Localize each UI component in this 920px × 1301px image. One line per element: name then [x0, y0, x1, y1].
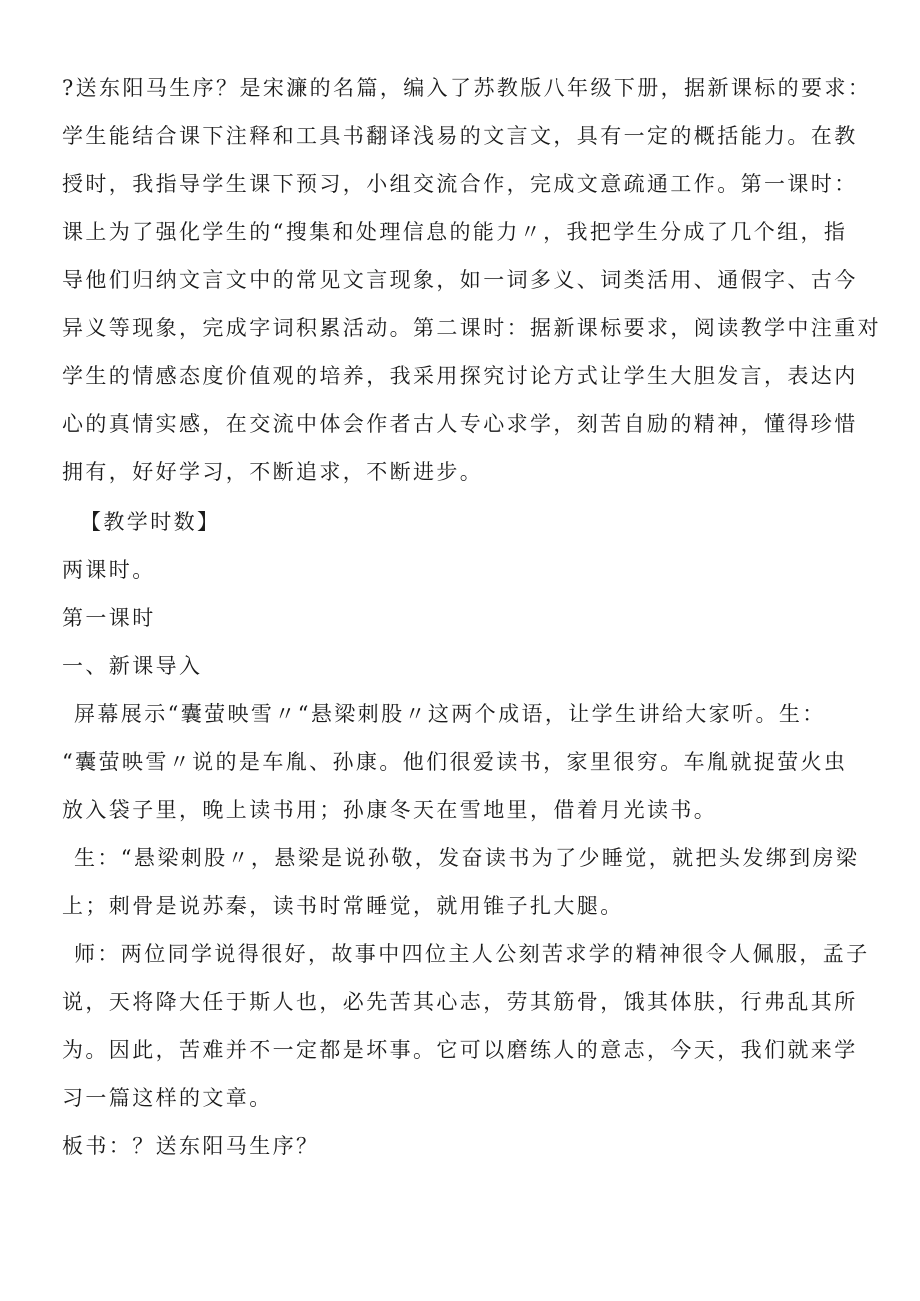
paragraph-line: 说，天将降大任于斯人也，必先苦其心志，劳其筋骨，饿其体肤，行弗乱其所 [62, 990, 858, 1014]
paragraph-line: 异义等现象，完成字词积累活动。第二课时：据新课标要求，阅读教学中注重对 [62, 316, 881, 340]
paragraph-line: 习一篇这样的文章。 [62, 1086, 273, 1110]
paragraph-line: 上；刺骨是说苏秦，读书时常睡觉，就用锥子扎大腿。 [62, 894, 624, 918]
paragraph-line: 心的真情实感，在交流中体会作者古人专心求学，刻苦自励的精神，懂得珍惜 [62, 412, 858, 436]
teaching-hours-value: 两课时。 [62, 558, 156, 582]
paragraph-line: 授时，我指导学生课下预习，小组交流合作，完成文意疏通工作。第一课时： [62, 172, 858, 196]
paragraph-line: 放入袋子里，晚上读书用；孙康冬天在雪地里，借着月光读书。 [62, 798, 718, 822]
paragraph-line: 学生的情感态度价值观的培养，我采用探究讨论方式让学生大胆发言，表达内 [62, 364, 858, 388]
paragraph-line: 师：两位同学说得很好，故事中四位主人公刻苦求学的精神很令人佩服，孟子 [74, 942, 870, 966]
board-title: 板书：？送东阳马生序？ [62, 1134, 320, 1158]
paragraph-line: 导他们归纳文言文中的常见文言现象，如一词多义、词类活用、通假字、古今 [62, 268, 858, 292]
paragraph-line: 生：“悬梁刺股〃，悬梁是说孙敬，发奋读书为了少睡觉，就把头发绑到房梁 [74, 846, 860, 870]
lesson-one-heading: 第一课时 [62, 606, 156, 630]
paragraph-line: 课上为了强化学生的“搜集和处理信息的能力〃，我把学生分成了几个组，指 [62, 220, 848, 244]
paragraph-line: 为。因此，苦难并不一定都是坏事。它可以磨练人的意志，今天，我们就来学 [62, 1038, 858, 1062]
paragraph-line: 拥有，好好学习，不断追求，不断进步。 [62, 460, 484, 484]
paragraph-line: 学生能结合课下注释和工具书翻译浅易的文言文，具有一定的概括能力。在教 [62, 124, 858, 148]
paragraph-line: 屏幕展示“囊萤映雪〃“悬梁刺股〃这两个成语，让学生讲给大家听。生： [74, 702, 826, 726]
section-one-heading: 一、新课导入 [62, 654, 203, 678]
paragraph-line: “囊萤映雪〃说的是车胤、孙康。他们很爱读书，家里很穷。车胤就捉萤火虫 [62, 750, 848, 774]
teaching-hours-heading: 【教学时数】 [80, 510, 221, 534]
paragraph-line: ?送东阳马生序？是宋濂的名篇，编入了苏教版八年级下册，据新课标的要求： [62, 76, 872, 100]
